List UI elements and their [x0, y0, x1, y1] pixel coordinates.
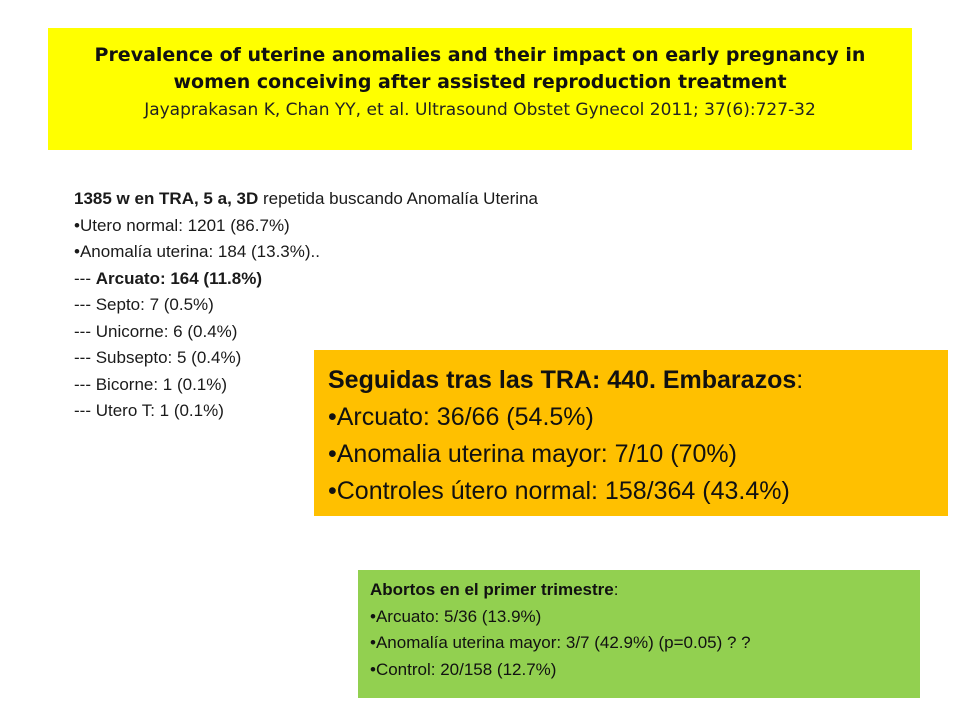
study-intro-rest: repetida buscando Anomalía Uterina [258, 189, 538, 208]
slide-title-line-1: Prevalence of uterine anomalies and their impact on early pregnancy in [94, 44, 866, 66]
pregnancy-heading [328, 362, 948, 399]
pregnancy-box [314, 350, 948, 516]
list-item: --- Utero T: 1 (0.1%) [74, 401, 224, 420]
list-item: •Control: 20/158 (12.7%) [370, 659, 557, 679]
pregnancy-heading-rest: : [796, 366, 804, 394]
pregnancy-heading-bold: Seguidas tras las TRA: 440. Embarazos [328, 366, 797, 394]
citation: Jayaprakasan K, Chan YY, et al. Ultrasound Obstet Gynecol 2011; 37(6):727-32 [144, 100, 816, 120]
list-item: •Arcuato: 5/36 (13.9%) [370, 606, 542, 626]
abortion-box [358, 570, 920, 698]
list-item: •Utero normal: 1201 (86.7%) [74, 215, 290, 235]
study-intro [74, 186, 754, 213]
list-item: •Anomalia uterina mayor: 7/10 (70%) [328, 440, 737, 468]
slide-title-line-2: women conceiving after assisted reproduction treatment [173, 71, 787, 93]
list-item: •Anomalía uterina: 184 (13.3%).. [74, 242, 320, 261]
list-item: --- Bicorne: 1 (0.1%) [74, 374, 228, 394]
list-item: --- Subsepto: 5 (0.4%) [74, 348, 242, 367]
list-item-arcuato [74, 266, 754, 293]
arcuato-bold: Arcuato: 164 (11.8%) [95, 268, 263, 288]
list-item: •Arcuato: 36/66 (54.5%) [328, 403, 594, 431]
list-item: --- Septo: 7 (0.5%) [74, 295, 214, 314]
abortion-heading-rest: : [613, 580, 619, 599]
abortion-heading-bold: Abortos en el primer trimestre [370, 580, 614, 599]
study-intro-bold: 1385 w en TRA, 5 a, 3D [74, 189, 259, 208]
list-item: •Anomalía uterina mayor: 3/7 (42.9%) (p=0.05) ? ? [370, 633, 751, 652]
title-box [48, 28, 912, 150]
list-item: --- Unicorne: 6 (0.4%) [74, 321, 238, 341]
dash-prefix: --- [74, 268, 96, 288]
list-item: •Controles útero normal: 158/364 (43.4%) [328, 477, 790, 505]
abortion-heading [370, 577, 920, 604]
